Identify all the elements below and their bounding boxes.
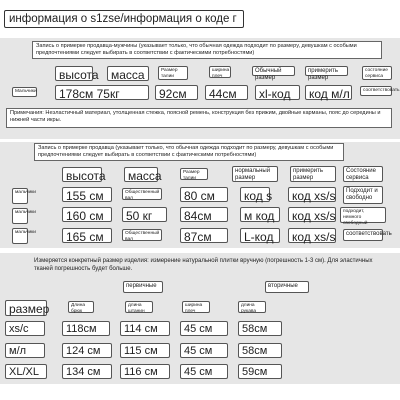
section1-note: Запись о примерке продавца-мужчины (указывает только, что обычная одежда подходит по размеру, девушкам с особыми предпочтениями следует выбирать в соответствии с фактическими потребностями) xyxy=(32,41,382,59)
s3-header-shoulder: ширина плеч xyxy=(182,301,210,313)
s2-row-state: подходит, немного свободный xyxy=(340,207,386,223)
s3-row-sleeve: 58см xyxy=(238,343,282,358)
s3-header-size: размер xyxy=(5,300,47,316)
row-try-size: код м/л xyxy=(305,85,352,100)
s3-row-size: м/л xyxy=(5,343,45,358)
s2-row-label: мальчики xyxy=(12,228,28,244)
s2-row-waist: 87см xyxy=(180,228,228,243)
s2-row-normal: код s xyxy=(240,187,270,202)
s2-row-height: 160 см xyxy=(62,207,112,222)
s2-header-waist: Размер талии xyxy=(180,168,208,180)
s2-row-normal: м код xyxy=(240,207,280,222)
s2-row-try: код xs/s xyxy=(288,207,336,222)
header-try-size: примерить размер xyxy=(305,66,348,76)
s2-header-weight: масса xyxy=(124,167,158,182)
s3-row-length: 118см xyxy=(62,321,110,336)
s3-row-shoulder: 45 см xyxy=(180,321,228,336)
s2-header-state: Состояние сервиса xyxy=(343,166,383,182)
s2-row-weight: Общественный вал xyxy=(122,188,162,200)
header-state: состояние сервиса xyxy=(362,66,392,80)
s3-row-shoulder: 45 см xyxy=(180,343,228,358)
s3-row-length: 124 см xyxy=(62,343,112,358)
s3-row-shoulder: 45 см xyxy=(180,364,228,379)
s3-header-length: Длина брюк xyxy=(68,301,94,313)
s2-row-waist: 80 см xyxy=(180,187,228,202)
row-waist: 92см xyxy=(155,85,198,100)
s3-row-size: XL/XL xyxy=(5,364,47,379)
header-weight: масса xyxy=(107,66,149,81)
s2-row-try: код xs/s xyxy=(288,187,336,202)
s2-row-state: Подходит и свободно xyxy=(343,186,383,204)
s3-row-length: 134 см xyxy=(62,364,112,379)
row-normal-size: xl-код xyxy=(255,85,300,100)
s3-row-sleeve: 58см xyxy=(238,321,282,336)
group-primary: первичные xyxy=(123,281,163,293)
s2-row-height: 155 см xyxy=(62,187,112,202)
section2-note: Запись о примерке продавца (указывает только, что обычная одежда подходит по размеру, девушкам с особыми предпочтениями следует выбирать в соответствии с фактическими потребностями) xyxy=(34,143,344,161)
row-label: Мальчики xyxy=(12,87,37,97)
header-waist: Размер талии xyxy=(158,66,188,80)
section1-remark: Примечания: Неэластичный материал, утолщенная стежка, поясной ремень, конструкция без прижим, двойные карманы, пояс до середины и нижней части икры. xyxy=(6,108,392,128)
group-secondary: вторичные xyxy=(265,281,309,293)
s2-row-try: код xs/s xyxy=(288,228,336,243)
row-state: соответствовать xyxy=(360,86,392,96)
s2-row-weight: 50 кг xyxy=(122,207,167,222)
header-height: высота xyxy=(55,66,93,81)
s3-row-size: xs/c xyxy=(5,321,45,336)
s2-row-label: мальчики xyxy=(12,188,28,204)
s2-header-try-size: примерить размер xyxy=(290,166,336,182)
s3-header-pants-len: длина штанин xyxy=(125,301,153,313)
row-height-weight: 178см 75кг xyxy=(55,85,149,100)
section3-note: Измеряется конкретный размер изделия: измерение натуральной плитки вручную (погрешность 1-3 см). Для эластичных тканей погрешность будет больше. xyxy=(34,258,373,272)
s2-header-normal-size: нормальный размер xyxy=(232,166,278,182)
s3-row-sleeve: 59см xyxy=(238,364,282,379)
s3-row-pants: 115 см xyxy=(120,343,170,358)
header-shoulder: ширина плеч xyxy=(209,66,231,78)
row-shoulder: 44см xyxy=(205,85,248,100)
s2-row-state: соответствовать xyxy=(343,229,383,241)
s3-row-pants: 114 см xyxy=(120,321,170,336)
s3-header-sleeve: длина рукава xyxy=(238,301,266,313)
s3-row-pants: 116 см xyxy=(120,364,170,379)
s2-header-height: высота xyxy=(62,167,102,182)
s2-row-label: мальчики xyxy=(12,208,28,224)
page-title: информация о s1zse/информация о коде г xyxy=(4,10,244,28)
s2-row-height: 165 см xyxy=(62,228,112,243)
s2-row-normal: L-код xyxy=(240,228,280,243)
header-normal-size: Обычный размер xyxy=(252,66,295,76)
s2-row-weight: Общественный вал xyxy=(122,229,162,241)
s2-row-waist: 84см xyxy=(180,207,228,222)
